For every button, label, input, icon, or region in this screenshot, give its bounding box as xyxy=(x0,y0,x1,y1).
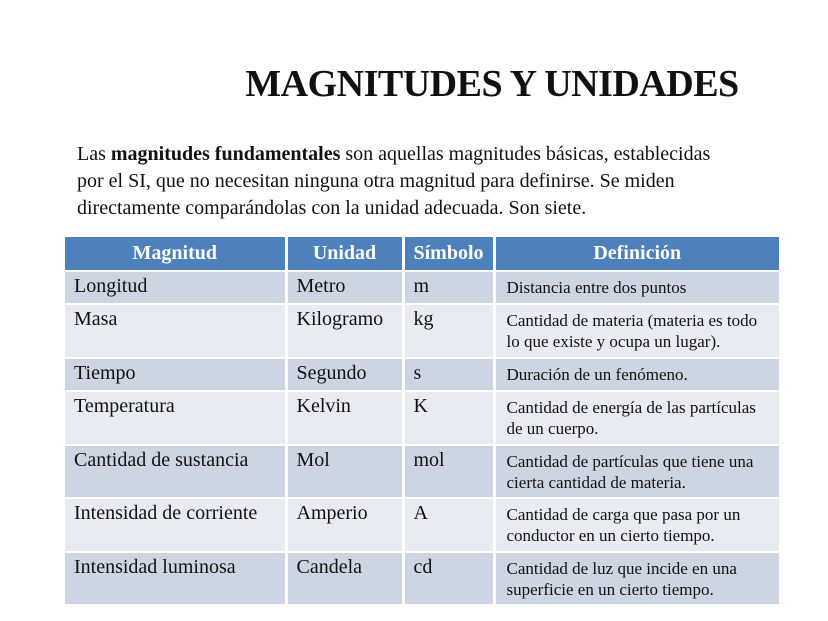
cell-magnitud: Masa xyxy=(65,304,286,358)
column-header-unidad: Unidad xyxy=(286,237,403,271)
table-row xyxy=(65,445,779,498)
page-title: MAGNITUDES Y UNIDADES xyxy=(245,63,739,105)
table-row xyxy=(65,358,779,391)
cell-unidad: Candela xyxy=(286,552,403,603)
cell-definicion: Distancia entre dos puntos xyxy=(494,271,779,304)
intro-line-1 xyxy=(77,141,761,168)
table-row xyxy=(65,391,779,445)
cell-definicion: Cantidad de carga que pasa por un conductor en un cierto tiempo. xyxy=(494,498,779,552)
cell-definicion: Cantidad de partículas que tiene una cierta cantidad de materia. xyxy=(494,445,779,498)
cell-magnitud: Longitud xyxy=(65,271,286,304)
cell-definicion: Cantidad de materia (materia es todo lo que existe y ocupa un lugar). xyxy=(494,304,779,358)
cell-magnitud: Intensidad luminosa xyxy=(65,552,286,603)
cell-unidad: Kelvin xyxy=(286,391,403,445)
cell-simbolo: cd xyxy=(403,552,494,603)
cell-simbolo: mol xyxy=(403,445,494,498)
intro-lead-text: Las xyxy=(77,143,111,165)
table-row xyxy=(65,304,779,358)
intro-paragraph xyxy=(77,141,761,222)
cell-unidad: Metro xyxy=(286,271,403,304)
cell-simbolo: s xyxy=(403,358,494,391)
cell-definicion: Duración de un fenómeno. xyxy=(494,358,779,391)
cell-definicion: Cantidad de energía de las partículas de un cuerpo. xyxy=(494,391,779,445)
cell-magnitud: Intensidad de corriente xyxy=(65,498,286,552)
table-row xyxy=(65,271,779,304)
cell-magnitud: Tiempo xyxy=(65,358,286,391)
cell-magnitud: Temperatura xyxy=(65,391,286,445)
column-header-magnitud: Magnitud xyxy=(65,237,286,271)
column-header-simbolo: Símbolo xyxy=(403,237,494,271)
table-row xyxy=(65,498,779,552)
cell-simbolo: m xyxy=(403,271,494,304)
cell-simbolo: A xyxy=(403,498,494,552)
cell-simbolo: K xyxy=(403,391,494,445)
cell-definicion: Cantidad de luz que incide en una superficie en un cierto tiempo. xyxy=(494,552,779,603)
column-header-definicion: Definición xyxy=(494,237,779,271)
cell-simbolo: kg xyxy=(403,304,494,358)
magnitudes-table xyxy=(65,237,779,604)
cell-magnitud: Cantidad de sustancia xyxy=(65,445,286,498)
cell-unidad: Segundo xyxy=(286,358,403,391)
cell-unidad: Mol xyxy=(286,445,403,498)
intro-line-3: directamente comparándolas con la unidad adecuada. Son siete. xyxy=(77,197,587,219)
cell-unidad: Amperio xyxy=(286,498,403,552)
intro-rest-text: son aquellas magnitudes básicas, establecidas xyxy=(340,143,711,165)
intro-bold-term: magnitudes fundamentales xyxy=(110,143,341,165)
table-header-row xyxy=(65,237,779,271)
table-row xyxy=(65,552,779,603)
intro-line-2: por el SI, que no necesitan ninguna otra magnitud para definirse. Se miden xyxy=(77,170,675,192)
cell-unidad: Kilogramo xyxy=(286,304,403,358)
